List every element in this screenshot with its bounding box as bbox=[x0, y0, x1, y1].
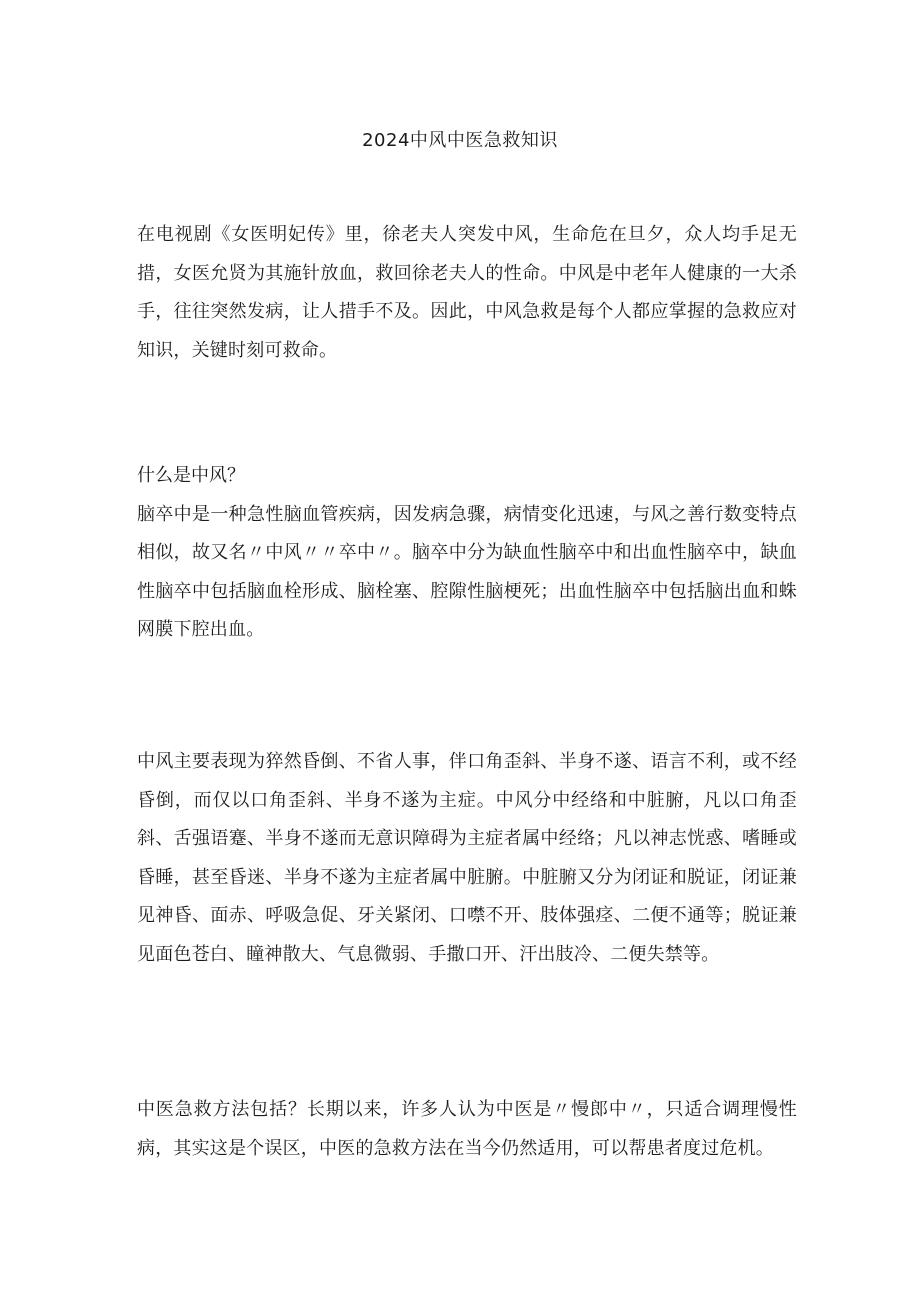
definition-paragraph: 脑卒中是一种急性脑血管疾病，因发病急骤，病情变化迅速，与风之善行数变特点相似，故又名〃中风〃〃卒中〃。脑卒中分为缺血性脑卒中和出血性脑卒中，缺血性脑卒中包括脑血栓形成、脑栓塞、腔隙性脑梗死；出血性脑卒中包括脑出血和蛛网膜下腔出血。 bbox=[137, 503, 797, 640]
symptoms-paragraph-block bbox=[137, 743, 797, 974]
intro-paragraph: 在电视剧《女医明妃传》里，徐老夫人突发中风，生命危在旦夕，众人均手足无措，女医允贤为其施针放血，救回徐老夫人的性命。中风是中老年人健康的一大杀手，往往突然发病，让人措手不及。因此，中风急救是每个人都应掌握的急救应对知识，关键时刻可救命。 bbox=[137, 224, 797, 361]
intro-paragraph-block bbox=[137, 216, 797, 370]
methods-paragraph: 中医急救方法包括？长期以来，许多人认为中医是〃慢郎中〃，只适合调理慢性病，其实这是个误区，中医的急救方法在当今仍然适用，可以帮患者度过危机。 bbox=[137, 1099, 797, 1159]
section-heading: 什么是中风？ bbox=[137, 465, 245, 486]
symptoms-paragraph: 中风主要表现为猝然昏倒、不省人事，伴口角歪斜、半身不遂、语言不利，或不经昏倒，而仅以口角歪斜、半身不遂为主症。中风分中经络和中脏腑，凡以口角歪斜、舌强语蹇、半身不遂而无意识障碍为主症者属中经络；凡以神志恍惑、嗜睡或昏睡，甚至昏迷、半身不遂为主症者属中脏腑。中脏腑又分为闭证和脱证，闭证兼见神昏、面赤、呼吸急促、牙关紧闭、口噤不开、肢体强痉、二便不通等；脱证兼见面色苍白、瞳神散大、气息微弱、手撒口开、汗出肢冷、二便失禁等。 bbox=[137, 751, 797, 965]
methods-paragraph-block bbox=[137, 1091, 797, 1168]
section-what-is-stroke bbox=[137, 457, 797, 650]
document-title: 2024中风中医急救知识 bbox=[362, 130, 558, 151]
